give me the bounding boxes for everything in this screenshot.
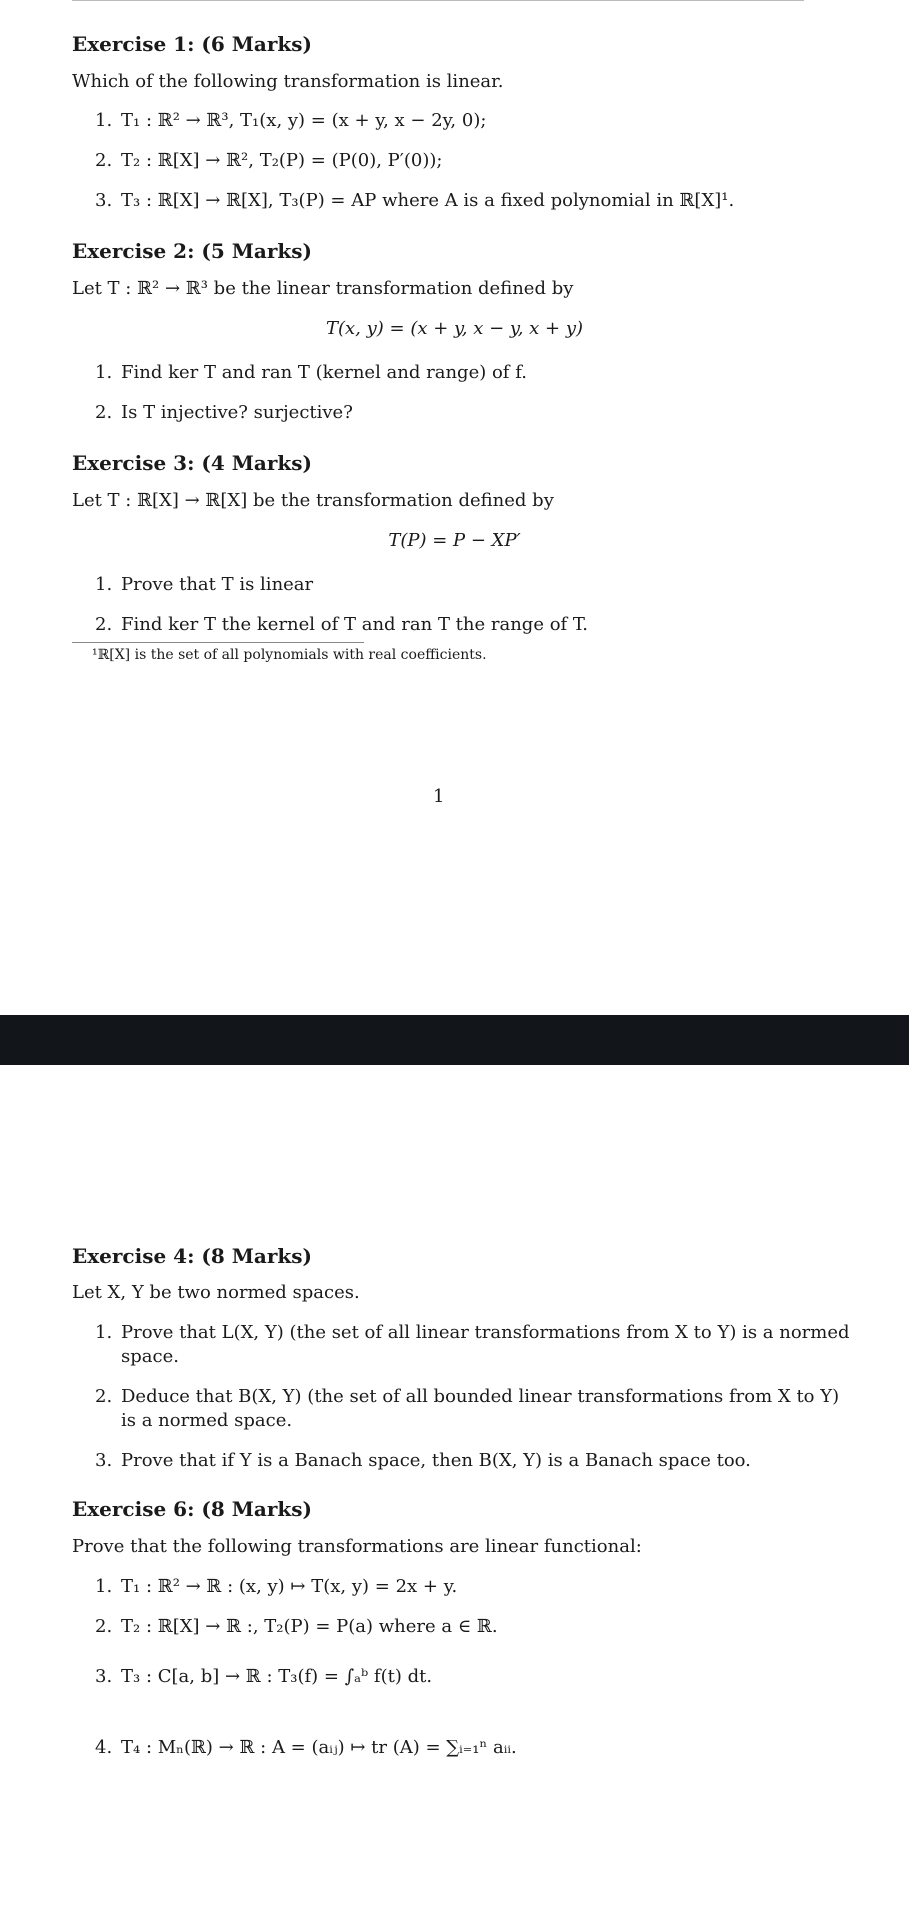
ex2-item-2 — [95, 402, 353, 423]
ex1-item-3 — [95, 190, 734, 211]
ex2-equation: T(x, y) = (x + y, x − y, x + y) — [325, 318, 584, 339]
item-number: 1. — [95, 362, 113, 383]
ex6-item-2 — [95, 1616, 498, 1637]
item-number: 1. — [95, 1576, 113, 1597]
ex4-intro: Let X, Y be two normed spaces. — [72, 1282, 360, 1303]
item-number: 2. — [95, 1616, 113, 1637]
ex4-heading: Exercise 4: (8 Marks) — [72, 1244, 312, 1268]
page-number: 1 — [433, 786, 445, 807]
item-number: 3. — [95, 1450, 113, 1471]
ex6-item-1 — [95, 1576, 457, 1597]
ex3-equation: T(P) = P − XP′ — [388, 530, 521, 551]
ex1-intro: Which of the following transformation is linear. — [72, 71, 504, 92]
item-text: Prove that T is linear — [121, 574, 314, 595]
ex1-heading: Exercise 1: (6 Marks) — [72, 32, 312, 56]
item-number: 3. — [95, 190, 113, 211]
item-text: T₂ : ℝ[X] → ℝ :, T₂(P) = P(a) where a ∈ ℝ. — [121, 1616, 498, 1637]
item-number: 2. — [95, 614, 113, 635]
item-text: T₃ : ℝ[X] → ℝ[X], T₃(P) = AP where A is a fixed polynomial in ℝ[X]¹. — [121, 190, 735, 211]
ex6-item-3 — [95, 1666, 432, 1687]
item-text: T₄ : Mₙ(ℝ) → ℝ : A = (aᵢⱼ) ↦ tr (A) = ∑ᵢ₌₁ⁿ aᵢᵢ. — [121, 1737, 517, 1758]
top-rule — [72, 0, 804, 1]
ex4-item-3 — [95, 1450, 751, 1471]
item-text: T₂ : ℝ[X] → ℝ², T₂(P) = (P(0), P′(0)); — [121, 150, 443, 171]
item-number: 2. — [95, 150, 113, 171]
footnote-rule — [72, 642, 364, 643]
ex6-heading: Exercise 6: (8 Marks) — [72, 1497, 312, 1521]
item-text: Prove that if Y is a Banach space, then B(X, Y) is a Banach space too. — [121, 1450, 751, 1471]
ex6-item-4 — [95, 1737, 517, 1758]
item-number: 4. — [95, 1737, 113, 1758]
ex3-item-1 — [95, 574, 313, 595]
item-text: T₁ : ℝ² → ℝ : (x, y) ↦ T(x, y) = 2x + y. — [121, 1576, 458, 1597]
item-number: 2. — [95, 1386, 113, 1407]
item-text: Is T injective? surjective? — [121, 402, 353, 423]
item-number: 1. — [95, 574, 113, 595]
ex1-item-2 — [95, 150, 442, 171]
item-text: Find ker T the kernel of T and ran T the range of T. — [121, 614, 589, 635]
item-text: Find ker T and ran T (kernel and range) of f. — [121, 362, 527, 383]
ex6-intro: Prove that the following transformations are linear functional: — [72, 1536, 642, 1557]
item-text: Deduce that B(X, Y) (the set of all bounded linear transformations from X to Y) — [121, 1386, 840, 1407]
ex2-intro: Let T : ℝ² → ℝ³ be the linear transformation defined by — [72, 278, 574, 299]
item-number: 1. — [95, 110, 113, 131]
ex1-item-1 — [95, 110, 486, 131]
item-text: T₁ : ℝ² → ℝ³, T₁(x, y) = (x + y, x − 2y, 0); — [121, 110, 487, 131]
ex4-item-2-cont: is a normed space. — [121, 1410, 293, 1431]
ex4-item-1-cont: space. — [121, 1346, 179, 1367]
ex2-heading: Exercise 2: (5 Marks) — [72, 239, 312, 263]
ex3-item-2 — [95, 614, 588, 635]
item-number: 1. — [95, 1322, 113, 1343]
page-separator — [0, 1015, 909, 1065]
ex4-item-2 — [95, 1386, 839, 1407]
ex3-intro: Let T : ℝ[X] → ℝ[X] be the transformation defined by — [72, 490, 554, 511]
ex2-item-1 — [95, 362, 527, 383]
item-text: Prove that L(X, Y) (the set of all linear transformations from X to Y) is a normed — [121, 1322, 850, 1343]
ex4-item-1 — [95, 1322, 850, 1343]
item-number: 2. — [95, 402, 113, 423]
ex3-heading: Exercise 3: (4 Marks) — [72, 451, 312, 475]
item-number: 3. — [95, 1666, 113, 1687]
footnote: ¹ℝ[X] is the set of all polynomials with real coefficients. — [92, 647, 487, 663]
item-text: T₃ : C[a, b] → ℝ : T₃(f) = ∫ₐᵇ f(t) dt. — [121, 1666, 433, 1687]
